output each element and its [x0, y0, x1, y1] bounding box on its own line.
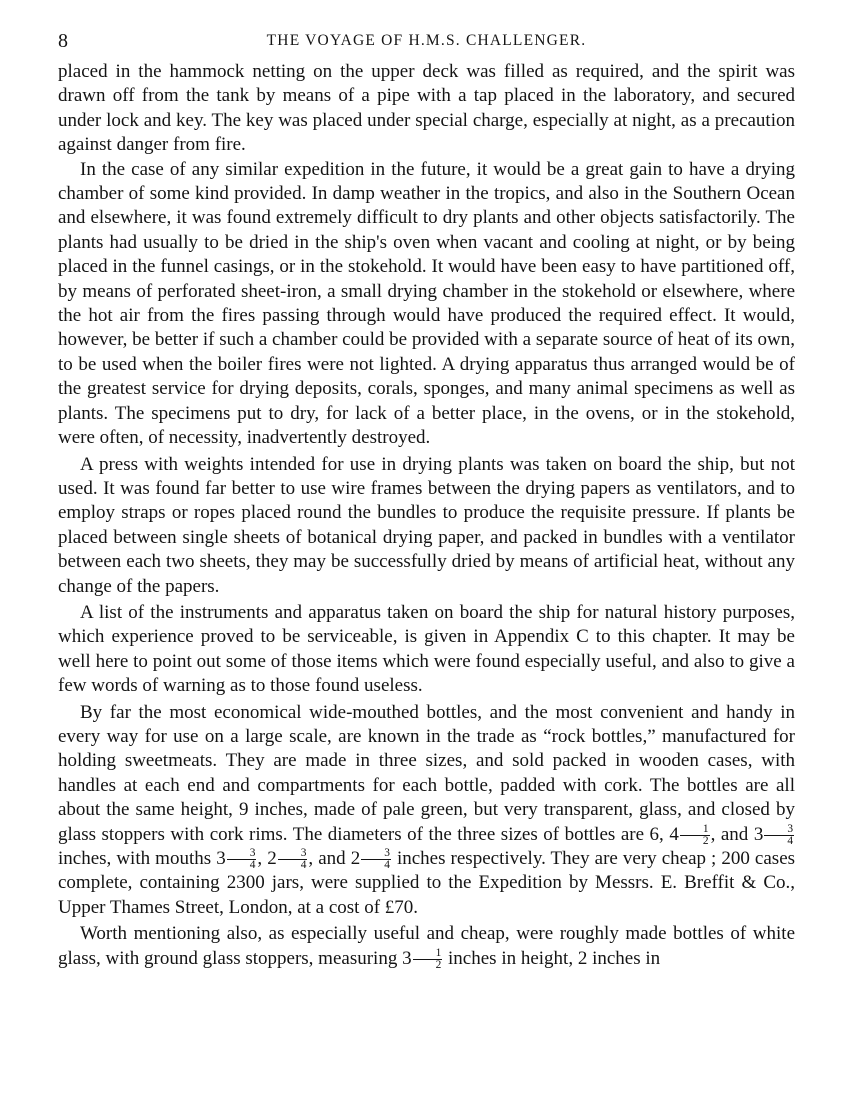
separator-b: ,	[257, 848, 263, 869]
paragraph-5-text-b: inches, with mouths	[58, 848, 212, 869]
paragraph-6-text-a: Worth mentioning also, as especially useful and cheap, were roughly made bottles of white glass, with ground glass stoppers, measuring	[58, 923, 795, 969]
mouth-medium-fraction	[278, 848, 308, 871]
book-page	[58, 26, 795, 971]
fraction-numerator: 3	[278, 848, 308, 860]
fraction-numerator: 1	[413, 948, 443, 960]
body-text	[58, 60, 795, 971]
page-header	[58, 26, 795, 60]
mouth-medium-whole: 2	[267, 848, 277, 869]
fraction-denominator: 4	[384, 858, 390, 871]
fraction-numerator: 3	[227, 848, 257, 860]
paragraph-5	[58, 701, 795, 921]
diameter-medium-fraction	[680, 824, 710, 847]
height-fraction	[413, 948, 443, 971]
mouth-small-fraction	[361, 848, 391, 871]
paragraph-6-text-b: inches in height, 2 inches in	[443, 947, 661, 969]
fraction-denominator: 2	[702, 834, 709, 847]
height-whole: 3	[402, 947, 412, 969]
diameter-small-whole: 3	[753, 823, 764, 845]
fraction-denominator: 4	[300, 858, 307, 871]
fraction-denominator: 2	[435, 958, 442, 971]
fraction-numerator: 3	[361, 848, 391, 860]
paragraph-1: placed in the hammock netting on the upper deck was filled as required, and the spirit was drawn off from the tank by means of a pipe with a tap placed in the laboratory, and secured under lock and key. The key was placed under special charge, especially at night, as a precaution against danger from fire.	[58, 61, 795, 156]
mouth-large-fraction	[227, 848, 257, 871]
separator-a: , and	[710, 823, 749, 845]
fraction-denominator: 4	[249, 858, 256, 871]
separator-c: , and	[308, 848, 346, 869]
diameter-medium-whole: 4	[669, 823, 679, 845]
fraction-denominator: 4	[787, 834, 794, 847]
diameter-small-fraction	[764, 824, 794, 847]
fraction-numerator: 1	[680, 824, 710, 836]
fraction-numerator: 3	[764, 824, 794, 836]
mouth-large-whole: 3	[216, 848, 226, 869]
paragraph-5-text-a: By far the most economical wide-mouthed bottles, and the most convenient and handy in every way for use on a large scale, are known in the trade as “rock bottles,” manufactured for holding sweetmeats. They are made in three sizes, and sold packed in wooden cases, with handles at each end and compartments for each bottle, padded with cork. The bottles are all about the same height, 9 inches, made of pale green, but very transparent, glass, and closed by glass stoppers with cork rims. The diameters of the three sizes of bottles are 6,	[58, 701, 795, 845]
paragraph-2: In the case of any similar expedition in the future, it would be a great gain to have a drying chamber of some kind provided. In damp weather in the tropics, and also in the Southern Ocean and elsewhere, it was found extremely difficult to dry plants and other objects satisfactorily. The plants had usually to be dried in the ship's oven when vacant and cooling at night, or by being placed in the funnel casings, or in the stokehold. It would have been easy to have partitioned off, by means of perforated sheet-iron, a small drying chamber in the stokehold or elsewhere, where the hot air from the fires passing through would have produced the required effect. It would, however, be better if such a chamber could be provided with a separate source of heat of its own, to be used when the boiler fires were not lighted. A drying apparatus thus arranged would be of the greatest service for drying deposits, corals, sponges, and many animal specimens as well as plants. The specimens put to dry, for lack of a better place, in the ovens, or in the stokehold, were often, of necessity, inadvertently destroyed.	[58, 158, 795, 449]
paragraph-6	[58, 922, 795, 971]
mouth-small-whole: 2	[350, 848, 361, 869]
paragraph-5-text-c: inches respectively. They are very cheap ; 200 cases complete, containing 2300 jars, were supplied to the Expedition by Messrs. E. Breffit & Co., Upper Thames Street, London, at a cost of £70.	[58, 848, 796, 918]
running-title: THE VOYAGE OF H.M.S. CHALLENGER.	[266, 32, 587, 49]
page-number: 8	[58, 30, 68, 52]
paragraph-3: A press with weights intended for use in drying plants was taken on board the ship, but not used. It was found far better to use wire frames between the drying papers as ventilators, and to employ straps or ropes placed round the bundles to produce the requisite pressure. If plants be placed between single sheets of botanical drying paper, and packed in bundles with a ventilator between each two sheets, they may be successfully dried by means of artificial heat, without any change of the papers.	[58, 453, 795, 597]
paragraph-4: A list of the instruments and apparatus taken on board the ship for natural history purposes, which experience proved to be serviceable, is given in Appendix C to this chapter. It may be well here to point out some of those items which were found especially useful, and also to give a few words of warning as to those found useless.	[58, 601, 795, 697]
